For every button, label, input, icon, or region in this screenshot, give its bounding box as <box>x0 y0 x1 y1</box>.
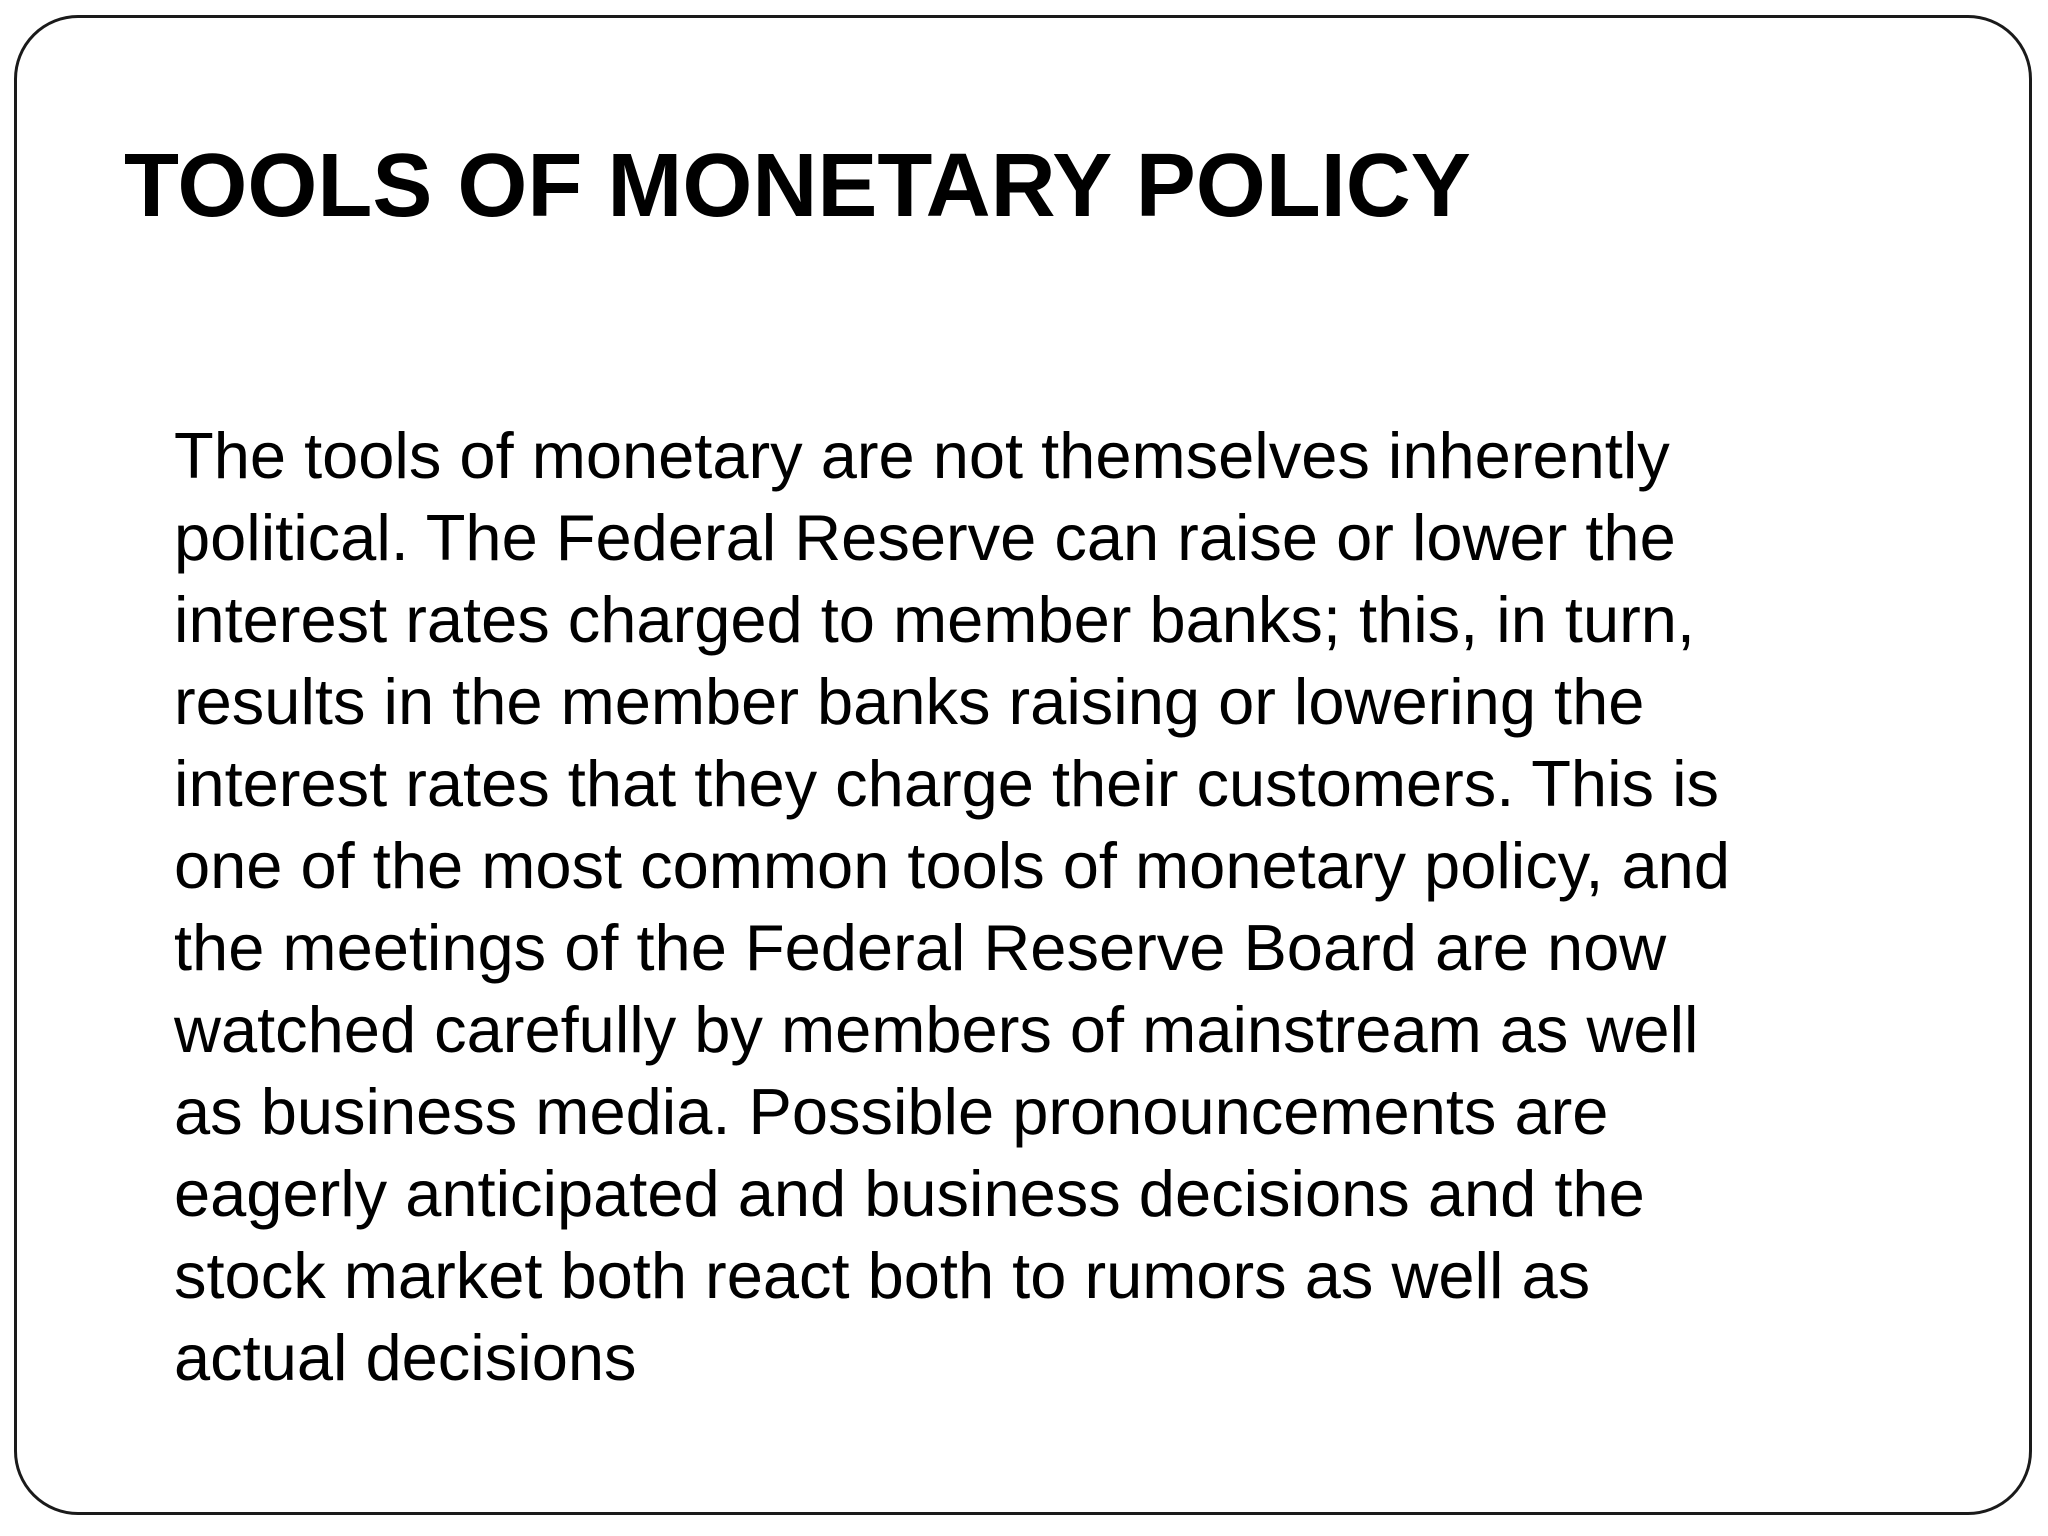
body-line: as business media. Possible pronouncements are <box>174 1075 1609 1148</box>
body-line: interest rates that they charge their customers. This is <box>174 747 1720 820</box>
body-line: The tools of monetary are not themselves inherently <box>174 419 1670 492</box>
slide-body-text <box>174 415 1874 1399</box>
body-line: one of the most common tools of monetary policy, and <box>174 829 1730 902</box>
body-line: interest rates charged to member banks; this, in turn, <box>174 583 1695 656</box>
body-line: results in the member banks raising or lowering the <box>174 665 1645 738</box>
body-line: eagerly anticipated and business decisions and the <box>174 1157 1645 1230</box>
body-line: the meetings of the Federal Reserve Board are now <box>174 911 1667 984</box>
body-line: actual decisions <box>174 1321 637 1394</box>
body-line: watched carefully by members of mainstream as well <box>174 993 1699 1066</box>
body-line: political. The Federal Reserve can raise or lower the <box>174 501 1676 574</box>
body-line: stock market both react both to rumors as well as <box>174 1239 1591 1312</box>
slide-title: TOOLS OF MONETARY POLICY <box>124 136 1471 236</box>
